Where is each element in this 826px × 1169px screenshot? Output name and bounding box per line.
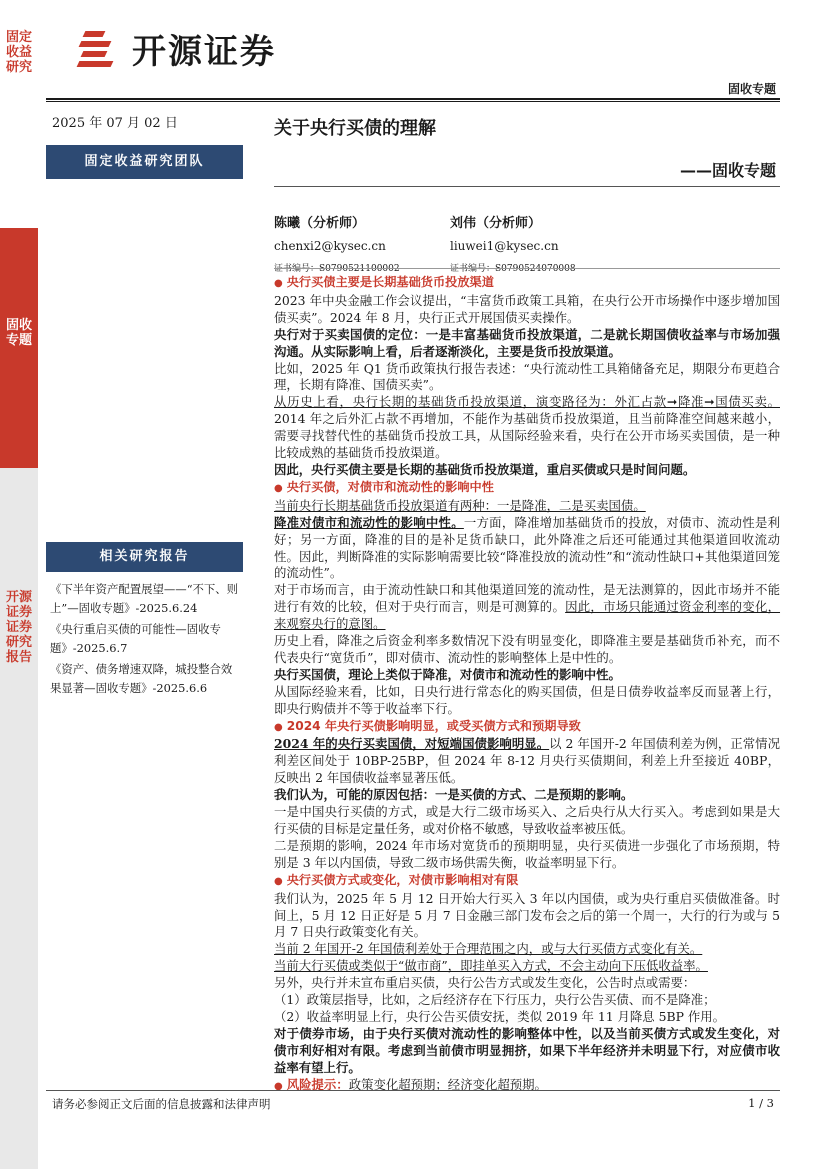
- logo-icon: [78, 27, 122, 71]
- section-heading: [274, 718, 780, 737]
- section-heading-text: 央行买债，对债市和流动性的影响中性: [286, 479, 494, 494]
- bullet-icon: ●: [274, 875, 283, 887]
- section-heading-text: 2024 年央行买债影响明显，或受买债方式和预期导致: [286, 718, 581, 733]
- paragraph-bold: 对于债券市场，由于央行买债对流动性的影响整体中性，以及当前买债方式或发生变化，对债市利好相对有限。考虑到当前债市明显拥挤，如果下半年经济并未明显下行，对应债市收益率有望上行。: [274, 1025, 780, 1075]
- paragraph-underline: 当前 2 年国开-2 年国债利差处于合理范围之内，或与大行买债方式变化有关。: [274, 941, 703, 957]
- report-date: 2025 年 07 月 02 日: [52, 116, 178, 131]
- paragraph: 2023 年中央金融工作会议提出，“丰富货币政策工具箱，在央行公开市场操作中逐步增加国债买卖”。2024 年 8 月，央行正式开展国债买卖操作。: [274, 292, 780, 325]
- bold-text: 降准对债市和流动性的影响中性。: [274, 514, 464, 530]
- paragraph-text: 以 2 年国开-2 年国债利差为例，正常情况利差区间处于 10BP-25BP，但 2024 年 8-12 月央行买债期间，利差上升至接近 40BP，反映出 2 年国债收益率显著压低。: [274, 736, 780, 786]
- header-rule: [46, 98, 780, 100]
- page-number: 1 / 3: [748, 1096, 774, 1110]
- side-strip-mid: [0, 228, 38, 468]
- analyst-card: [450, 212, 576, 274]
- footer-disclaimer: 请务必参阅正文后面的信息披露和法律声明: [52, 1097, 271, 1111]
- brand-logo: [78, 24, 276, 73]
- header-rule-thin: [46, 101, 780, 102]
- paragraph: 我们认为，2025 年 5 月 12 日开始大行买入 3 年以内国债，或为央行重启买债做准备。时间上，5 月 12 日正好是 5 月 7 日金融三部门发布会之后的第一个周一，大行的行为或与 5 月 7 日央行政策变化有关。: [274, 890, 780, 940]
- side-label-top: 固定收益研究: [5, 30, 32, 75]
- section-heading: [274, 872, 780, 891]
- report-title: 关于央行买债的理解: [274, 118, 436, 139]
- paragraph: 二是预期的影响，2024 年市场对宽货币的预期明显，央行买债进一步强化了市场预期，特别是 3 年以内国债，导致二级市场供需失衡，收益率明显下行。: [274, 837, 780, 870]
- underline-text: 因此，市场只能通过资金利率的变化，来观察央行的意图。: [274, 599, 781, 632]
- report-subtitle: ——固收专题: [679, 161, 776, 180]
- risk-text: 政策变化超预期；经济变化超预期。: [348, 1076, 547, 1092]
- analyst-name: 刘伟（分析师）: [450, 216, 542, 231]
- analyst-email[interactable]: chenxi2@kysec.cn: [274, 239, 386, 253]
- risk-note: [274, 1077, 780, 1096]
- footer-rule: [46, 1090, 780, 1091]
- section-heading-text: 央行买债主要是长期基础货币投放渠道: [286, 275, 494, 289]
- analyst-cert: 证书编号：S0790521100002: [274, 264, 400, 274]
- paragraph: [274, 582, 780, 633]
- risk-label: 风险提示：: [286, 1076, 349, 1092]
- related-item[interactable]: 《下半年资产配置展望——“不下、则上”—固收专题》-2025.6.24: [50, 582, 239, 615]
- paragraph: 一是中国央行买债的方式，或是大行二级市场买入、之后央行从大行买入。考虑到如果是大行买债的目标是定量任务，或对价格不敏感，导致收益率被压低。: [274, 804, 780, 836]
- paragraph-text: 2014 年之后外汇占款不再增加，不能作为基础货币投放渠道，且当前降准空间越来越小，需要寻找替代性的基础货币投放工具，从国际经验来看，央行在公开市场买卖国债，是一种比较成熟的基础货币投放渠道。: [274, 411, 780, 461]
- related-item[interactable]: 《央行重启买债的可能性—固收专题》-2025.6.7: [50, 622, 221, 655]
- brand-name: 开源证券: [132, 32, 276, 72]
- paragraph-underline: 当前大行买债或类似于“做市商”，即挂单买入方式，不会主动向下压低收益率。: [274, 958, 708, 974]
- section-heading-text: 央行买债方式或变化，对债市影响相对有限: [286, 872, 519, 887]
- analyst-email[interactable]: liuwei1@kysec.cn: [450, 239, 559, 253]
- side-label-mid: 固收专题: [5, 318, 32, 348]
- team-label: 固定收益研究团队: [46, 145, 243, 179]
- paragraph-bold: 央行对于买卖国债的定位：一是丰富基础货币投放渠道，二是就长期国债收益率与市场加强沟通。从实际影响上看，后者逐渐淡化，主要是货币投放渠道。: [274, 326, 780, 359]
- paragraph-bold: 我们认为，可能的原因包括：一是买债的方式、二是预期的影响。: [274, 787, 634, 803]
- paragraph: （1）政策层指导，比如，之后经济存在下行压力，央行公告买债、而不是降准；: [274, 992, 716, 1008]
- bullet-icon: ●: [274, 721, 283, 733]
- analyst-card: [274, 212, 400, 274]
- paragraph: [274, 736, 780, 787]
- paragraph: 比如，2025 年 Q1 货币政策执行报告表述：“央行流动性工具箱储备充足，期限分布更趋合理，长期有降准、国债买卖”。: [274, 360, 780, 393]
- side-label-bottom: 开源证券 证券研究报告: [5, 590, 32, 665]
- paragraph: 另外，央行并未宣布重启买债，央行公告方式或发生变化，公告时点或需要：: [274, 975, 696, 991]
- paragraph-text: 一方面，降准增加基础货币的投放，对债市、流动性是利好；另一方面，降准的目的是补足货币缺口，此外降准之后还可能通过其他渠道回收流动性。因此，判断降准的实际影响需要比较“降准投放的流动性”和“流动性缺口+其他渠道回笼的流动性”。: [274, 514, 781, 581]
- analyst-name: 陈曦（分析师）: [274, 216, 366, 231]
- paragraph: 从国际经验来看，比如，日央行进行常态化的购买国债，但是日债券收益率反而显著上行，即央行购债并不等于收益率下行。: [274, 683, 780, 716]
- bullet-icon: ●: [274, 1080, 283, 1092]
- section-heading: [274, 274, 780, 293]
- paragraph-underline: 当前央行长期基础货币投放渠道有两种：一是降准，二是买卖国债。: [274, 497, 646, 513]
- paragraph-text: 对于市场而言，由于流动性缺口和其他渠道回笼的流动性，是无法测算的，因此市场并不能进行有效的比较，但对于央行而言，则是可测算的。: [274, 582, 780, 615]
- bullet-icon: ●: [274, 482, 283, 494]
- paragraph: [274, 394, 780, 462]
- section-heading: [274, 479, 780, 498]
- related-item[interactable]: 《资产、债务增速双降，城投整合效果显著—固收专题》-2025.6.6: [50, 662, 233, 695]
- side-strip-bottom: [0, 468, 38, 1169]
- paragraph: 历史上看，降准之后资金利率多数情况下没有明显变化，即降准主要是基础货币补充，而不代表央行“宽货币”，即对债市、流动性的影响整体上是中性的。: [274, 633, 780, 665]
- analyst-rule: [274, 268, 780, 269]
- report-body: [274, 274, 780, 1096]
- paragraph-bold: 因此，央行买债主要是长期的基础货币投放渠道，重启买债或只是时间问题。: [274, 461, 696, 477]
- related-title: 相关研究报告: [46, 542, 243, 572]
- paragraph: （2）收益率明显上行，央行公告买债安抚，类似 2019 年 11 月降息 5BP 作用。: [274, 1008, 726, 1024]
- paragraph: [274, 515, 780, 583]
- title-rule: [274, 186, 780, 187]
- underline-text: 从历史上看，央行长期的基础货币投放渠道，演变路径为：外汇占款➞降准➞国债买卖。: [274, 394, 780, 410]
- bold-text: 2024 年的央行买卖国债，对短端国债影响明显。: [274, 736, 550, 752]
- analyst-cert: 证书编号：S0790524070008: [450, 264, 576, 274]
- bullet-icon: ●: [274, 278, 283, 289]
- header-category: 固收专题: [727, 82, 776, 96]
- related-list: [50, 580, 242, 700]
- paragraph-bold: 央行买国债，理论上类似于降准，对债市和流动性的影响中性。: [274, 666, 621, 682]
